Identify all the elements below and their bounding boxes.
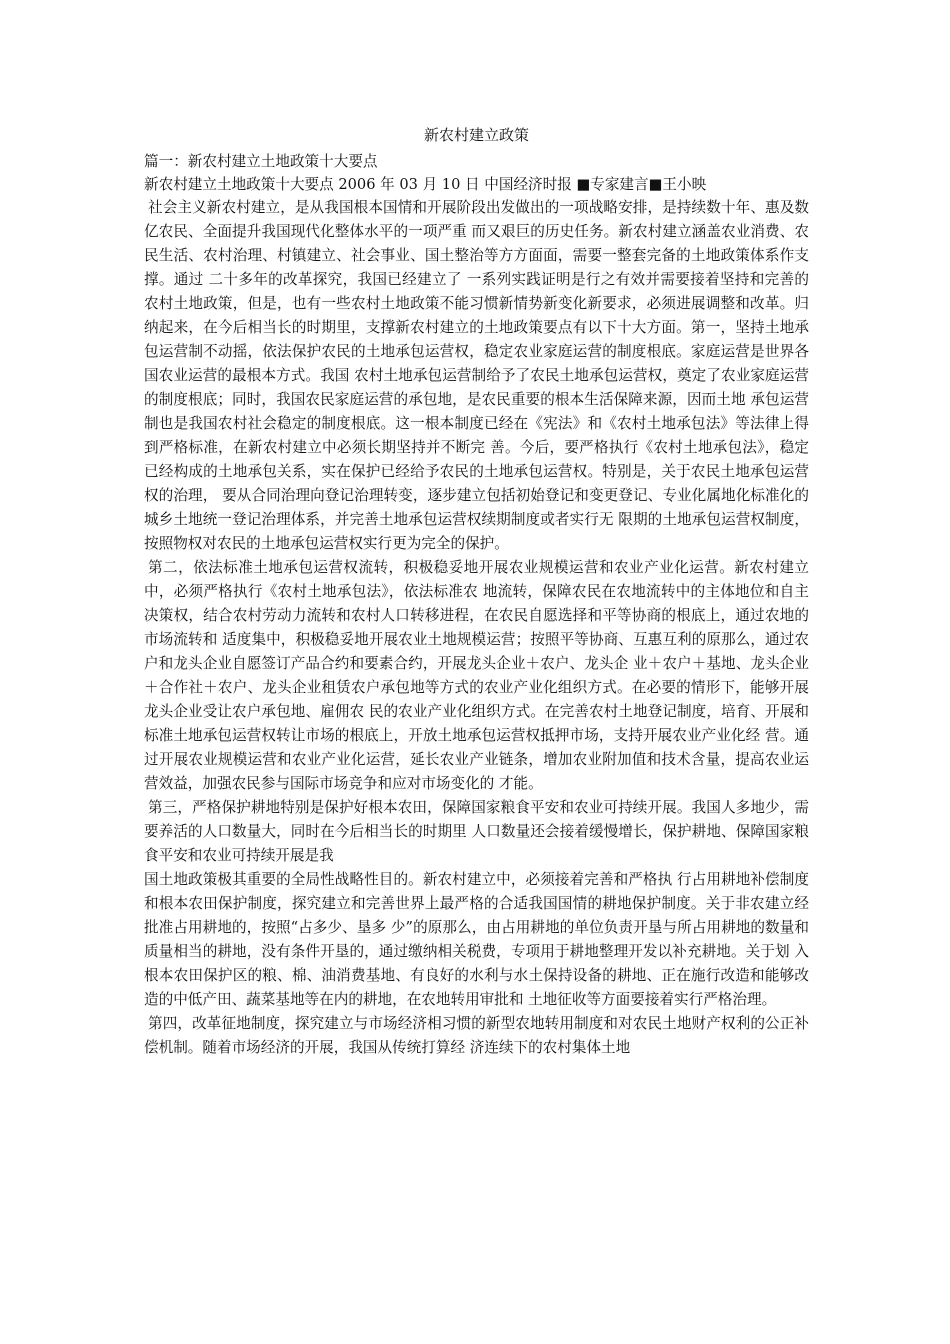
paragraph-fourth-point: 第四，改革征地制度，探究建立与市场经济相习惯的新型农地转用制度和对农民土地财产权利的公正补偿机制。随着市场经济的开展，我国从传统打算经 济连续下的农村集体土地: [144, 1015, 809, 1056]
paragraph-third-point-continued: 国土地政策极其重要的全局性战略性目的。新农村建立中，必须接着完善和严格执 行占用耕地补偿制度和根本农田保护制度，探究建立和完善世界上最严格的合适我国国情的耕地保护制度。关于非农建立经批准占用耕地的，按照“占多少、垦多 少”的原那么，由占用耕地的单位负责开垦与所占用耕地的数量和质量相当的耕地，没有条件开垦的，通过缴纳相关税费，专项用于耕地整理开发以补充耕地。关于划 入根本农田保护区的粮、棉、油消费基地、有良好的水利与水土保持设备的耕地、正在施行改造和能够改造的中低产田、蔬菜基地等在内的耕地，在农地转用审批和 土地征收等方面要接着实行严格治理。: [144, 871, 809, 1008]
paragraph-third-point: 第三，严格保护耕地特别是保护好根本农田，保障国家粮食平安和农业可持续开展。我国人多地少，需要养活的人口数量大，同时在今后相当长的时期里 人口数量还会接着缓慢增长，保护耕地、保障国家粮食平安和农业可持续开展是我: [144, 799, 809, 864]
section-heading: 篇一：新农村建立土地政策十大要点: [144, 153, 378, 170]
paragraph-intro: 社会主义新农村建立，是从我国根本国情和开展阶段出发做出的一项战略安排，是持续数十年、惠及数亿农民、全面提升我国现代化整体水平的一项严重 而又艰巨的历史任务。新农村建立涵盖农业消费、农民生活、农村治理、村镇建立、社会事业、国土整治等方方面面，需要一整套完备的土地政策体系作支撑。通过 二十多年的改革探究，我国已经建立了 一系列实践证明是行之有效并需要接着坚持和完善的农村土地政策，但是，也有一些农村土地政策不能习惯新情势新变化新要求，必须进展调整和改革。归纳起来，在今后相当长的时期里，支撑新农村建立的土地政策要点有以下十大方面。第一，坚持土地承包运营制不动摇，依法保护农民的土地承包运营权，稳定农业家庭运营的制度根底。家庭运营是世界各国农业运营的最根本方式。我国 农村土地承包运营制给予了农民土地承包运营权，奠定了农业家庭运营的制度根底；同时，我国农民家庭运营的承包地，是农民重要的根本生活保障来源，因而土地 承包运营制也是我国农村社会稳定的制度根底。这一根本制度已经在《宪法》和《农村土地承包法》等法律上得到严格标准，在新农村建立中必须长期坚持并不断完 善。今后，要严格执行《农村土地承包法》，稳定已经构成的土地承包关系，实在保护已经给予农民的土地承包运营权。特别是，关于农民土地承包运营权的治理， 要从合同治理向登记治理转变，逐步建立包括初始登记和变更登记、专业化属地化标准化的城乡土地统一登记治理体系，并完善土地承包运营权续期制度或者实行无 限期的土地承包运营权制度，按照物权对农民的土地承包运营权实行更为完全的保护。: [144, 199, 809, 552]
paragraph-second-point: 第二，依法标准土地承包运营权流转，积极稳妥地开展农业规模运营和农业产业化运营。新农村建立中，必须严格执行《农村土地承包法》，依法标准农 地流转，保障农民在农地流转中的主体地位和自主决策权，结合农村劳动力流转和农村人口转移进程，在农民自愿选择和平等协商的根底上，通过农地的市场流转和 适度集中，积极稳妥地开展农业土地规模运营；按照平等协商、互惠互利的原那么，通过农户和龙头企业自愿签订产品合约和要素合约，开展龙头企业＋农户、龙头企 业＋农户＋基地、龙头企业＋合作社＋农户、龙头企业租赁农户承包地等方式的农业产业化组织方式。在必要的情形下，能够开展龙头企业受让农户承包地、雇佣农 民的农业产业化组织方式。在完善农村土地登记制度，培育、开展和标准土地承包运营权转让市场的根底上，开放土地承包运营权抵押市场，支持开展农业产业化经 营。通过开展农业规模运营和农业产业化运营，延长农业产业链条，增加农业附加值和技术含量，提高农业运营效益，加强农民参与国际市场竞争和应对市场变化的 才能。: [144, 559, 809, 792]
article-byline: 新农村建立土地政策十大要点 2006 年 03 月 10 日 中国经济时报 ■专家建言■王小映: [144, 176, 707, 193]
document-page: [144, 124, 809, 1060]
document-title: 新农村建立政策: [423, 126, 529, 144]
